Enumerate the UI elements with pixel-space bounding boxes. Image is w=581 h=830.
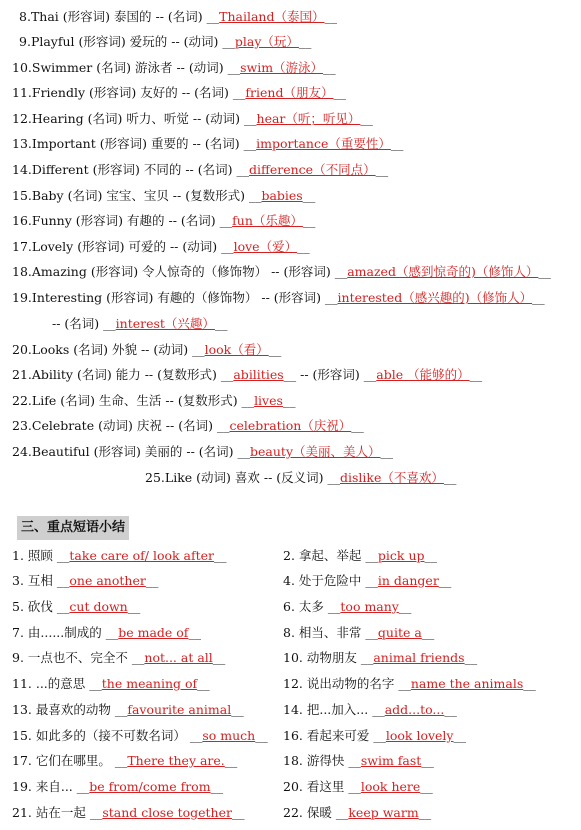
relation: -- (名词) __ <box>192 136 257 151</box>
item-number: 6. <box>283 599 299 614</box>
relation: -- (动词) __ <box>171 34 235 49</box>
blank-head: __ <box>373 728 386 743</box>
phrase-item <box>12 622 201 644</box>
answer: dislike（不喜欢） <box>340 470 444 485</box>
item-number: 18. <box>283 753 307 768</box>
meaning: 砍伐 <box>27 599 57 614</box>
vocab-item <box>0 364 581 386</box>
phrase-item <box>12 776 223 798</box>
blank-tail: __ <box>212 650 226 665</box>
blank-tail: __ <box>224 753 238 768</box>
part-of-speech: (形容词) <box>106 290 158 305</box>
meaning: 可爱的 <box>128 239 170 254</box>
vocab-word: Interesting <box>31 290 107 305</box>
answer: be made of <box>118 625 189 640</box>
vocab-word: Looks <box>31 342 74 357</box>
phrase-item <box>283 596 411 618</box>
relation: -- (形容词) __ <box>296 367 377 382</box>
blank-tail: __ <box>231 702 244 717</box>
blank-tail: __ <box>210 779 224 794</box>
answer: animal friends <box>373 650 465 665</box>
answer: too many <box>340 599 399 614</box>
item-number: 9. <box>19 34 31 49</box>
meaning: 站在一起 <box>35 805 90 820</box>
part-of-speech: (形容词) <box>89 85 141 100</box>
answer: look lovely <box>385 728 454 743</box>
answer: quite a <box>377 625 422 640</box>
vocab-word: Like <box>164 470 197 485</box>
answer: look here <box>360 779 421 794</box>
blank-tail: __ <box>469 367 483 382</box>
part-of-speech: (名词) <box>73 342 112 357</box>
blank-head: __ <box>56 573 70 588</box>
blank-head: __ <box>365 573 378 588</box>
vocab-item <box>0 185 581 207</box>
phrase-item <box>283 802 431 824</box>
vocab-item <box>0 261 581 283</box>
vocab-word: Funny <box>31 213 76 228</box>
meaning: 把...加入... <box>306 702 373 717</box>
item-number: 8. <box>283 625 299 640</box>
item-number: 17. <box>12 753 36 768</box>
blank-tail: __ <box>297 239 310 254</box>
answer: favourite animal <box>127 702 232 717</box>
meaning: 外貌 <box>111 342 141 357</box>
relation: -- (动词) __ <box>192 111 257 126</box>
blank-tail: __ <box>188 625 201 640</box>
phrase-item <box>12 647 225 669</box>
relation: -- (名词) __ <box>52 316 116 331</box>
part-of-speech: (形容词) <box>99 136 151 151</box>
meaning: 太多 <box>298 599 328 614</box>
vocab-item <box>0 339 581 361</box>
vocab-word: Friendly <box>31 85 90 100</box>
answer: name the animals <box>410 676 524 691</box>
item-number: 21. <box>12 367 32 382</box>
blank-tail: __ <box>302 188 316 203</box>
meaning: 游得快 <box>306 753 349 768</box>
meaning: 爱玩的 <box>129 34 172 49</box>
item-number: 21. <box>12 805 36 820</box>
vocab-item <box>0 441 581 463</box>
blank-tail: __ <box>532 290 545 305</box>
phrase-item <box>12 570 158 592</box>
part-of-speech: (名词) <box>60 393 99 408</box>
relation: -- (名词) __ <box>155 9 220 24</box>
blank-tail: __ <box>375 162 389 177</box>
answer: take care of/ look after <box>69 548 215 563</box>
relation: -- (反义词) __ <box>263 470 341 485</box>
vocab-word: Celebrate <box>31 418 99 433</box>
answer: swim fast <box>360 753 422 768</box>
part-of-speech: (形容词) <box>75 213 127 228</box>
blank-head: __ <box>189 728 203 743</box>
meaning: 拿起、举起 <box>298 548 366 563</box>
item-number: 25. <box>145 470 165 485</box>
relation: -- (名词) __ <box>165 418 230 433</box>
vocab-item <box>0 415 581 437</box>
meaning: 保暖 <box>306 805 336 820</box>
answer: friend（朋友） <box>245 85 334 100</box>
relation: -- (形容词) __ <box>261 290 338 305</box>
blank-head: __ <box>360 650 374 665</box>
meaning: 友好的 <box>140 85 182 100</box>
blank-head: __ <box>114 753 128 768</box>
meaning: 有趣的（修饰物） <box>157 290 262 305</box>
meaning: 庆祝 <box>136 418 166 433</box>
meaning: 相当、非常 <box>298 625 366 640</box>
vocab-item <box>0 82 581 104</box>
answer: one another <box>69 573 146 588</box>
blank-tail: __ <box>453 728 466 743</box>
item-number: 17. <box>12 239 32 254</box>
item-number: 19. <box>12 779 36 794</box>
phrase-item <box>283 622 434 644</box>
answer: able （能够的） <box>376 367 470 382</box>
vocab-word: Swimmer <box>31 60 97 75</box>
phrase-item <box>12 596 140 618</box>
blank-head: __ <box>89 805 103 820</box>
answer: stand close together <box>102 805 232 820</box>
relation: -- (复数形式) __ <box>165 393 255 408</box>
blank-tail: __ <box>421 753 434 768</box>
meaning: 美丽的 <box>144 444 187 459</box>
meaning: 令人惊奇的（修饰物） <box>142 264 272 279</box>
blank-tail: __ <box>380 444 394 459</box>
answer: There they are. <box>127 753 225 768</box>
blank-tail: __ <box>523 676 536 691</box>
answer: add...to... <box>384 702 445 717</box>
meaning: 最喜欢的动物 <box>35 702 115 717</box>
part-of-speech: (形容词) <box>62 9 114 24</box>
relation: -- (名词) __ <box>168 213 233 228</box>
section-title: 三、重点短语小结 <box>17 516 129 540</box>
answer: the meaning of <box>101 676 198 691</box>
part-of-speech: (名词) <box>87 111 127 126</box>
phrase-item <box>12 673 210 695</box>
meaning: 不同的 <box>143 162 186 177</box>
blank-tail: __ <box>127 599 141 614</box>
item-number: 16. <box>12 213 32 228</box>
vocab-item <box>0 133 581 155</box>
relation: -- (名词) __ <box>185 162 249 177</box>
part-of-speech: (名词) <box>67 188 107 203</box>
blank-tail: __ <box>255 728 268 743</box>
meaning: 动物朋友 <box>306 650 361 665</box>
meaning: 它们在哪里。 <box>35 753 115 768</box>
meaning: 互相 <box>27 573 57 588</box>
phrase-item <box>283 647 477 669</box>
vocab-item <box>0 467 581 489</box>
item-number: 1. <box>12 548 28 563</box>
phrase-item <box>283 545 437 567</box>
phrase-item <box>12 699 244 721</box>
phrase-item <box>283 750 434 772</box>
blank-tail: __ <box>438 573 452 588</box>
answer: celebration（庆祝） <box>229 418 352 433</box>
meaning: 宝宝、宝贝 <box>106 188 173 203</box>
relation: -- (名词) __ <box>181 85 246 100</box>
meaning: 由......制成的 <box>27 625 106 640</box>
blank-head: __ <box>335 805 349 820</box>
item-number: 12. <box>12 111 32 126</box>
blank-head: __ <box>348 779 361 794</box>
meaning: 生命、生活 <box>98 393 166 408</box>
answer: love（爱） <box>233 239 298 254</box>
answer: swim（游泳） <box>240 60 324 75</box>
part-of-speech: (形容词) <box>92 162 144 177</box>
item-number: 20. <box>283 779 307 794</box>
phrase-item <box>283 673 536 695</box>
blank-tail: __ <box>268 342 282 357</box>
relation: -- (复数形式) __ <box>172 188 262 203</box>
blank-head: __ <box>365 548 378 563</box>
meaning: 来自... <box>35 779 77 794</box>
blank-tail: __ <box>424 548 437 563</box>
meaning: 游泳者 <box>134 60 177 75</box>
item-number: 9. <box>12 650 28 665</box>
blank-tail: __ <box>421 625 435 640</box>
answer: hear（听；听见） <box>256 111 361 126</box>
phrase-item <box>12 802 244 824</box>
phrase-item <box>283 699 457 721</box>
part-of-speech: (形容词) <box>93 444 145 459</box>
vocab-item <box>0 390 581 412</box>
item-number: 22. <box>12 393 32 408</box>
meaning: 有趣的 <box>127 213 169 228</box>
vocab-word: Different <box>31 162 93 177</box>
blank-head: __ <box>131 650 145 665</box>
item-number: 8. <box>19 9 31 24</box>
blank-tail: __ <box>231 805 245 820</box>
item-number: 15. <box>12 728 36 743</box>
vocab-word: Life <box>31 393 61 408</box>
blank-tail: __ <box>324 9 337 24</box>
relation: -- (形容词) __ <box>271 264 348 279</box>
blank-head: __ <box>327 599 341 614</box>
blank-head: __ <box>105 625 119 640</box>
answer: keep warm <box>348 805 419 820</box>
vocab-word: Important <box>31 136 100 151</box>
answer: amazed（感到惊奇的)（修饰人） <box>347 264 539 279</box>
vocab-item <box>0 287 581 309</box>
vocab-item <box>0 313 581 335</box>
answer: fun（乐趣） <box>232 213 303 228</box>
item-number: 11. <box>12 85 32 100</box>
meaning: 看这里 <box>306 779 349 794</box>
vocab-item <box>0 31 581 53</box>
answer: interest（兴趣） <box>115 316 215 331</box>
item-number: 2. <box>283 548 299 563</box>
blank-tail: __ <box>214 316 228 331</box>
vocab-item <box>0 6 581 28</box>
blank-tail: __ <box>298 34 312 49</box>
phrase-item <box>12 725 268 747</box>
blank-head: __ <box>348 753 361 768</box>
blank-tail: __ <box>398 599 412 614</box>
part-of-speech: (动词) <box>98 418 137 433</box>
item-number: 24. <box>12 444 32 459</box>
item-number: 4. <box>283 573 299 588</box>
blank-tail: __ <box>323 60 336 75</box>
relation: -- (动词) __ <box>176 60 241 75</box>
blank-tail: __ <box>283 367 297 382</box>
blank-tail: __ <box>418 805 432 820</box>
answer: lives <box>254 393 283 408</box>
meaning: 听力、听觉 <box>126 111 193 126</box>
answer: play（玩） <box>234 34 299 49</box>
blank-tail: __ <box>444 702 457 717</box>
answer: look（看） <box>204 342 269 357</box>
item-number: 23. <box>12 418 32 433</box>
item-number: 5. <box>12 599 28 614</box>
item-number: 19. <box>12 290 32 305</box>
blank-head: __ <box>76 779 90 794</box>
vocab-word: Ability <box>31 367 77 382</box>
answer: cut down <box>69 599 128 614</box>
answer: not... at all <box>144 650 213 665</box>
answer: babies <box>261 188 303 203</box>
vocab-word: Lovely <box>31 239 78 254</box>
part-of-speech: (形容词) <box>77 239 129 254</box>
blank-tail: __ <box>351 418 364 433</box>
blank-tail: __ <box>333 85 346 100</box>
answer: interested（感兴趣的)（修饰人） <box>337 290 533 305</box>
blank-head: __ <box>365 625 378 640</box>
vocab-item <box>0 57 581 79</box>
phrase-item <box>283 570 451 592</box>
answer: beauty（美丽、美人） <box>250 444 381 459</box>
meaning: 看起来可爱 <box>306 728 374 743</box>
answer: so much <box>202 728 256 743</box>
item-number: 13. <box>12 136 32 151</box>
item-number: 18. <box>12 264 32 279</box>
phrase-item <box>283 725 466 747</box>
answer: in danger <box>377 573 439 588</box>
blank-tail: __ <box>282 393 296 408</box>
vocab-word: Hearing <box>31 111 88 126</box>
item-number: 3. <box>12 573 28 588</box>
vocab-item <box>0 236 581 258</box>
phrase-item <box>12 750 237 772</box>
item-number: 14. <box>12 162 32 177</box>
answer: importance（重要性） <box>256 136 391 151</box>
item-number: 11. <box>12 676 36 691</box>
relation: -- (名词) __ <box>186 444 251 459</box>
meaning: 照顾 <box>27 548 57 563</box>
item-number: 7. <box>12 625 28 640</box>
answer: be from/come from <box>89 779 211 794</box>
vocab-word: Amazing <box>31 264 91 279</box>
blank-tail: __ <box>464 650 478 665</box>
blank-tail: __ <box>538 264 551 279</box>
item-number: 15. <box>12 188 32 203</box>
meaning: 一点也不、完全不 <box>27 650 132 665</box>
meaning: 处于危险中 <box>298 573 366 588</box>
blank-tail: __ <box>197 676 210 691</box>
answer: difference（不同点） <box>248 162 376 177</box>
relation: -- (动词) __ <box>140 342 205 357</box>
meaning: 泰国的 <box>113 9 156 24</box>
item-number: 10. <box>12 60 32 75</box>
blank-head: __ <box>89 676 102 691</box>
vocab-item <box>0 210 581 232</box>
item-number: 12. <box>283 676 307 691</box>
vocab-word: Thai <box>30 9 63 24</box>
blank-head: __ <box>372 702 385 717</box>
meaning: ...的意思 <box>35 676 90 691</box>
part-of-speech: (形容词) <box>78 34 130 49</box>
part-of-speech: (名词) <box>96 60 135 75</box>
item-number: 22. <box>283 805 307 820</box>
answer: abilities <box>233 367 284 382</box>
blank-tail: __ <box>302 213 316 228</box>
item-number: 16. <box>283 728 307 743</box>
meaning: 说出动物的名字 <box>306 676 399 691</box>
vocab-item <box>0 108 581 130</box>
part-of-speech: (动词) <box>196 470 235 485</box>
relation: -- (动词) __ <box>169 239 234 254</box>
blank-tail: __ <box>214 548 227 563</box>
blank-tail: __ <box>145 573 159 588</box>
answer: pick up <box>377 548 425 563</box>
item-number: 20. <box>12 342 32 357</box>
blank-head: __ <box>114 702 128 717</box>
item-number: 10. <box>283 650 307 665</box>
item-number: 13. <box>12 702 36 717</box>
part-of-speech: (形容词) <box>90 264 143 279</box>
blank-tail: __ <box>420 779 433 794</box>
vocab-word: Playful <box>30 34 79 49</box>
meaning: 如此多的（接不可数名词） <box>35 728 190 743</box>
meaning: 喜欢 <box>234 470 264 485</box>
item-number: 14. <box>283 702 307 717</box>
vocab-word: Baby <box>31 188 68 203</box>
relation: -- (复数形式) __ <box>144 367 234 382</box>
vocab-item <box>0 159 581 181</box>
blank-head: __ <box>398 676 411 691</box>
meaning: 能力 <box>115 367 145 382</box>
blank-head: __ <box>56 599 70 614</box>
meaning: 重要的 <box>150 136 193 151</box>
part-of-speech: (名词) <box>76 367 116 382</box>
vocab-word: Beautiful <box>31 444 94 459</box>
blank-tail: __ <box>390 136 404 151</box>
phrase-item <box>283 776 433 798</box>
blank-head: __ <box>56 548 70 563</box>
blank-tail: __ <box>360 111 373 126</box>
phrase-item <box>12 545 227 567</box>
blank-tail: __ <box>443 470 457 485</box>
answer: Thailand（泰国） <box>219 9 325 24</box>
